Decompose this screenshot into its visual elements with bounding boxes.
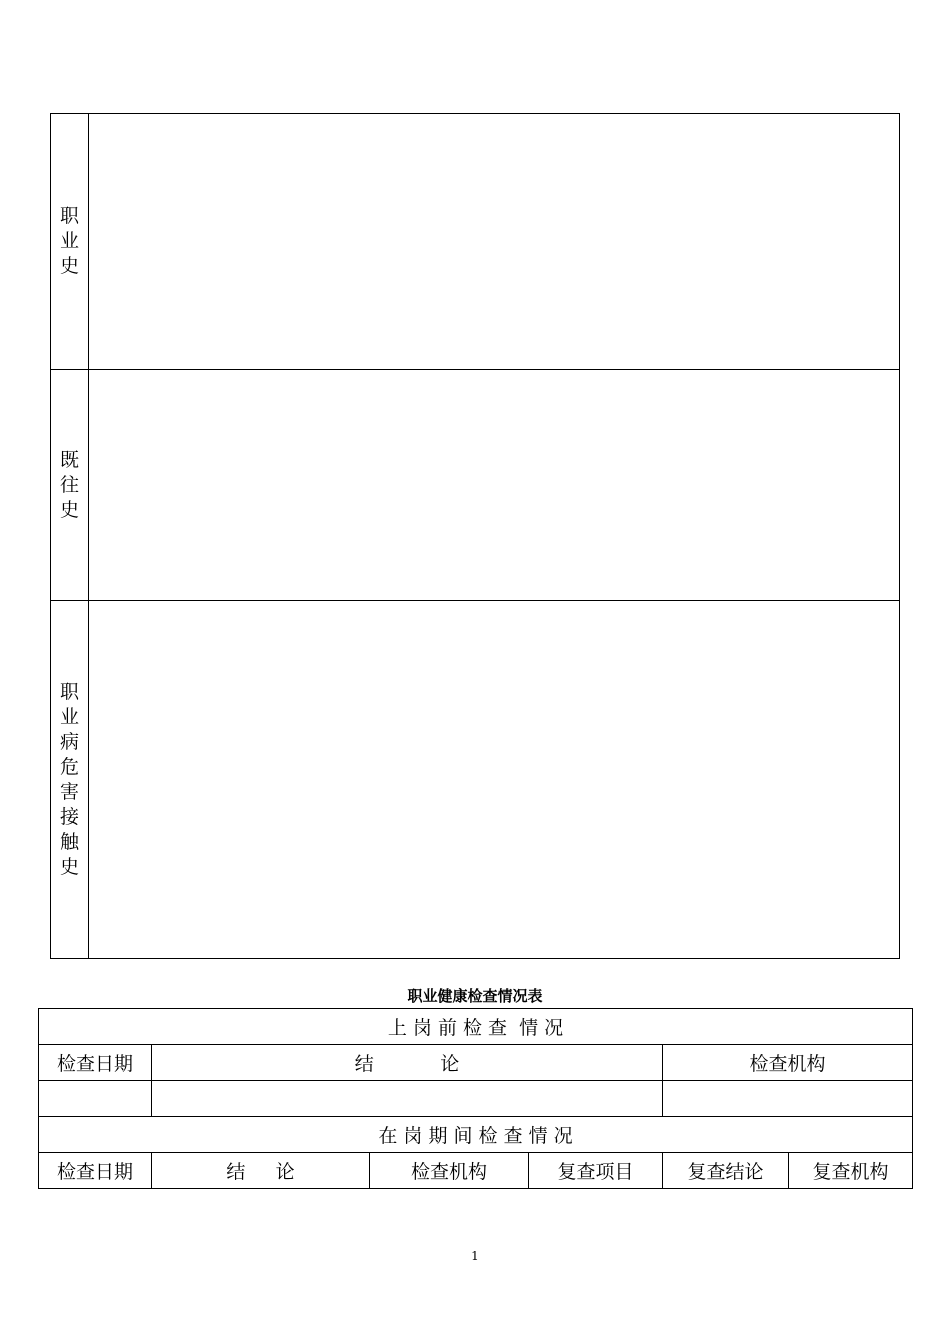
pre-job-institution-cell[interactable] <box>663 1081 913 1117</box>
hazard-exposure-row <box>51 601 900 959</box>
pre-job-date-header: 检查日期 <box>56 1053 133 1075</box>
on-job-conclusion-header: 结 论 <box>226 1161 295 1183</box>
occupation-history-field[interactable] <box>89 114 900 370</box>
hazard-exposure-field[interactable] <box>89 601 900 959</box>
on-job-recheck-institution-header: 复查机构 <box>812 1161 889 1183</box>
pre-job-conclusion-cell[interactable] <box>152 1081 663 1117</box>
past-history-row <box>51 370 900 601</box>
exam-form-title: 职业健康检查情况表 <box>407 987 543 1005</box>
past-history-field[interactable] <box>89 370 900 601</box>
occupation-history-label: 职业史 <box>59 205 79 277</box>
on-job-recheck-conclusion-header: 复查结论 <box>687 1161 764 1183</box>
pre-job-header-row <box>39 1045 913 1081</box>
on-job-header-row <box>39 1153 913 1189</box>
pre-job-date-cell[interactable] <box>39 1081 152 1117</box>
history-table <box>50 113 900 959</box>
on-job-institution-header: 检查机构 <box>410 1161 487 1183</box>
pre-job-conclusion-header: 结 论 <box>354 1053 460 1075</box>
on-job-recheck-items-header: 复查项目 <box>557 1161 634 1183</box>
pre-job-section-row <box>39 1009 913 1045</box>
pre-job-entry-row <box>39 1081 913 1117</box>
exam-table <box>38 1008 913 1189</box>
past-history-label: 既往史 <box>59 448 79 521</box>
hazard-exposure-label: 职业病危害接触史 <box>59 680 79 878</box>
pre-job-institution-header: 检查机构 <box>749 1053 826 1075</box>
on-job-date-header: 检查日期 <box>56 1161 133 1183</box>
page-number: 1 <box>471 1249 479 1263</box>
occupation-history-row <box>51 114 900 370</box>
on-job-section-title: 在 岗 期 间 检 查 情 况 <box>378 1125 573 1147</box>
on-job-section-row <box>39 1117 913 1153</box>
pre-job-section-title: 上 岗 前 检 查 情 况 <box>387 1017 564 1039</box>
